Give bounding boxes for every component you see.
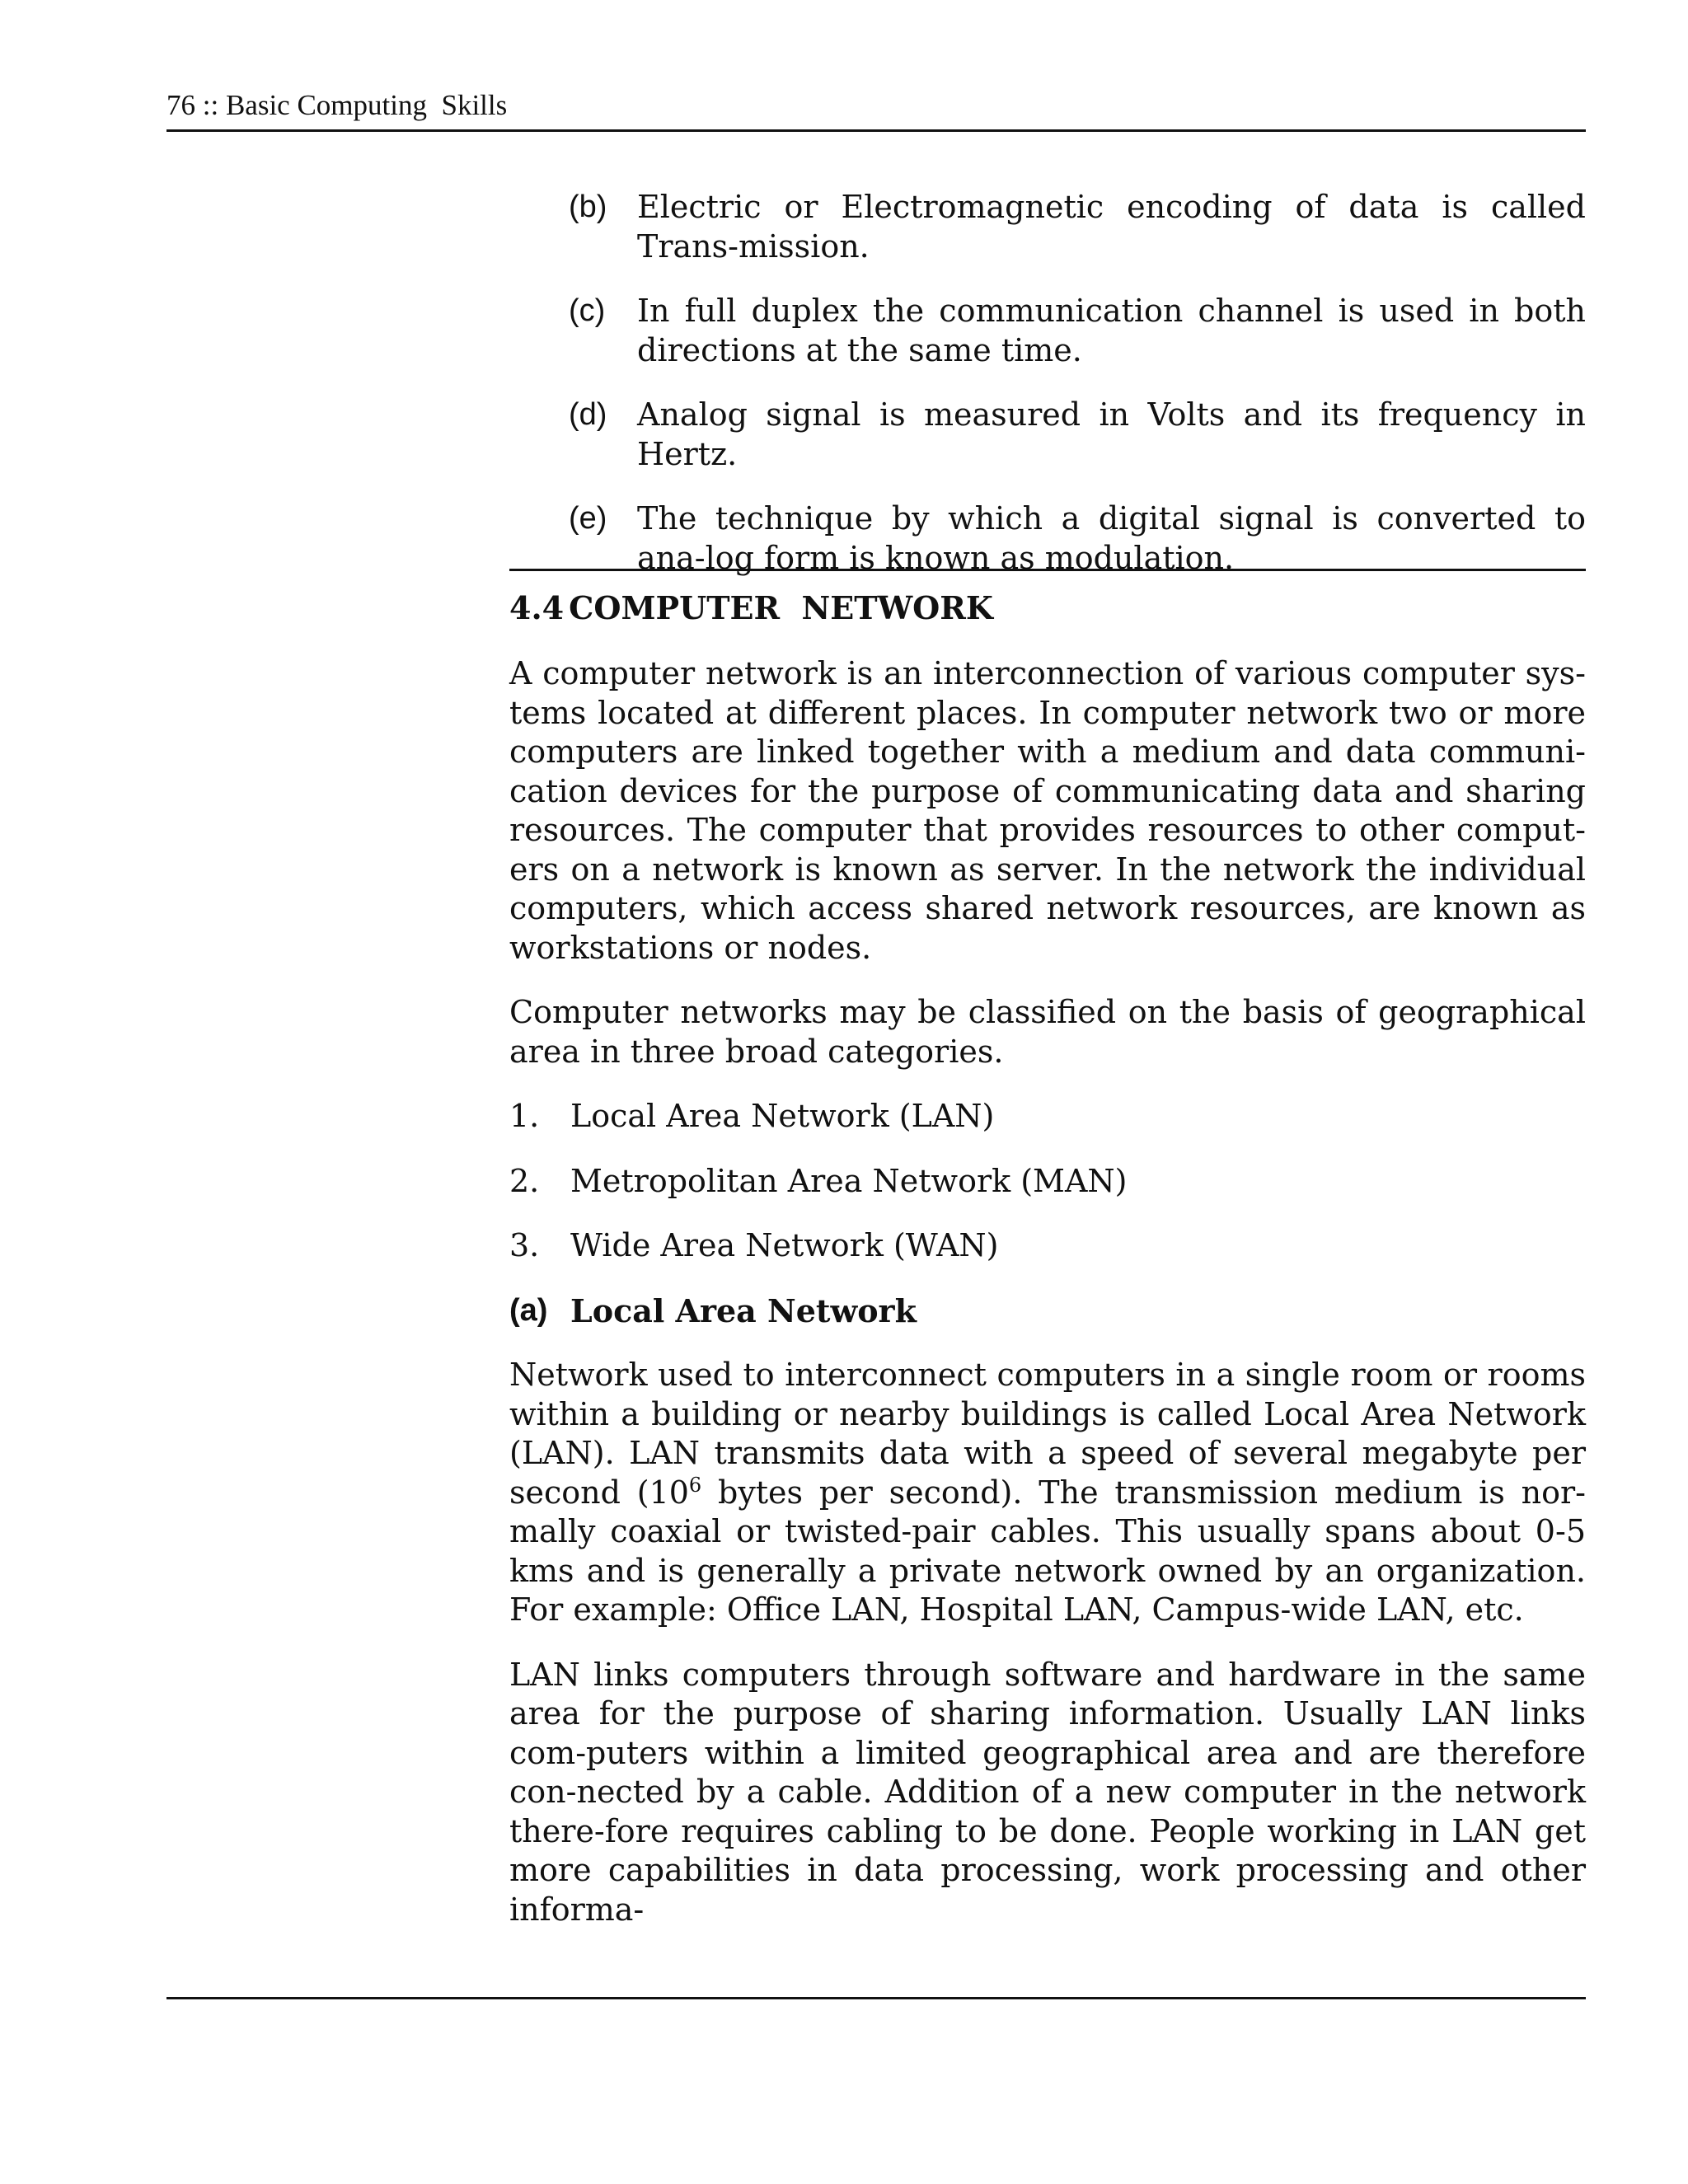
answer-label: (b): [569, 190, 607, 224]
list-item: [509, 396, 1586, 474]
list-number: 1.: [509, 1098, 540, 1134]
list-item: [509, 1097, 1586, 1137]
list-item: [509, 1226, 1586, 1266]
answer-label: (c): [569, 293, 606, 328]
list-text: Wide Area Network (WAN): [570, 1227, 999, 1263]
section-heading: [509, 588, 993, 628]
list-number: 3.: [509, 1227, 540, 1263]
list-item: [509, 499, 1586, 578]
answer-label: (d): [569, 397, 607, 432]
paragraph: [509, 1356, 1586, 1630]
subsection-label: (a): [509, 1292, 548, 1328]
main-column: [509, 188, 1586, 1928]
list-item: [509, 292, 1586, 370]
answer-text: Analog signal is measured in Volts and its frequency in Hertz.: [637, 396, 1586, 472]
paragraph-text: bytes per second). The transmission medium is nor-mally coaxial or twisted-pair cables. This usually spans about 0-5 kms and is generally a private network owned by an organization. For example: Office LAN, Hospital LAN, Campus-wide LAN, etc.: [509, 1474, 1586, 1628]
answer-label: (e): [569, 501, 607, 536]
list-text: Local Area Network (LAN): [570, 1098, 995, 1134]
paragraph-text: Network used to interconnect computers in a single room or rooms within a building or nearby buildings is called Local Area Network (LAN). LAN transmits data with a speed of several megabyte per second (10: [509, 1357, 1586, 1511]
section-number: 4.4: [509, 589, 565, 626]
answer-text: In full duplex the communication channel is used in both directions at the same time.: [637, 293, 1586, 368]
category-list: [509, 1097, 1586, 1266]
subsection-title: Local Area Network: [570, 1291, 917, 1329]
header-rule: [166, 129, 1586, 132]
paragraph: A computer network is an interconnection of various computer sys-tems located at different places. In computer network two or more computers are linked together with a medium and data communi-cation devices for the purpose of communicating data and sharing resources. The computer that provides resources to other comput-ers on a network is known as server. In the network the individual computers, which access shared network resources, are known as workstations or nodes.: [509, 655, 1586, 966]
paragraph: Computer networks may be classified on the basis of geographical area in three broad categories.: [509, 994, 1586, 1070]
section-body: [509, 654, 1586, 1955]
superscript: 6: [688, 1473, 702, 1497]
section-rule: [509, 569, 1586, 571]
section-title: COMPUTER NETWORK: [569, 589, 993, 626]
answer-list: [509, 188, 1586, 578]
subsection-heading: [509, 1291, 1586, 1331]
footer-rule: [166, 1997, 1586, 1999]
answer-text: The technique by which a digital signal is converted to ana-log form is known as modulation.: [637, 500, 1586, 576]
running-head: 76 :: Basic Computing Skills: [166, 89, 508, 121]
list-item: [509, 1162, 1586, 1202]
list-item: [509, 188, 1586, 266]
list-number: 2.: [509, 1162, 540, 1199]
paragraph: LAN links computers through software and hardware in the same area for the purpose of sharing information. Usually LAN links com-puters within a limited geographical area and are therefore con-nected by a cable. Addition of a new computer in the network there-fore requires cabling to be done. People working in LAN get more capabilities in data processing, work processing and other informa-: [509, 1656, 1586, 1928]
list-text: Metropolitan Area Network (MAN): [570, 1162, 1128, 1199]
answer-text: Electric or Electromagnetic encoding of data is called Trans-mission.: [637, 189, 1586, 265]
